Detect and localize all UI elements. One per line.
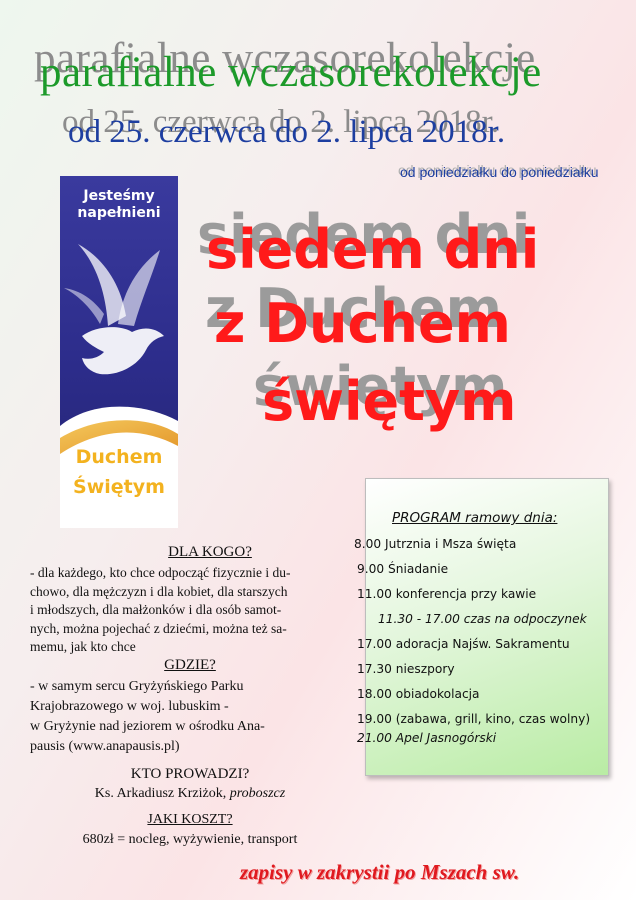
who-paragraph — [30, 564, 338, 657]
program-item: 17.30 nieszpory — [357, 662, 455, 676]
where-line: - w samym sercu Gryżyńskiego Parku — [30, 679, 244, 694]
banner-top-line1: Jesteśmy — [83, 188, 155, 204]
poster-title: parafialne wczasorekolekcje — [40, 49, 542, 96]
who-line: chowo, dla mężczyzn i dla kobiet, dla starszych — [30, 583, 288, 599]
program-item: 11.30 - 17.00 czas na odpoczynek — [378, 612, 587, 626]
where-paragraph — [30, 677, 338, 757]
where-line: pausis (www.anapausis.pl) — [30, 739, 180, 754]
program-item: 18.00 obiadokolacja — [357, 687, 480, 701]
event-subdates: od poniedziałku do poniedziałku — [400, 164, 599, 180]
where-heading: GDZIE? — [164, 657, 216, 673]
cost-heading: JAKI KOSZT? — [147, 812, 233, 827]
program-title: PROGRAM ramowy dnia: — [392, 510, 558, 526]
program-item: 8.00 Jutrznia i Msza święta — [354, 537, 517, 551]
signup-note: zapisy w zakrystii po Mszach sw. — [240, 860, 520, 884]
event-dates: od 25. czerwca do 2. lipca 2018r. — [68, 114, 506, 150]
headline-line1: siedem dni — [206, 218, 540, 281]
banner-top-line2: napełnieni — [77, 205, 161, 221]
leader-line — [40, 786, 340, 802]
leader-heading: KTO PROWADZI? — [130, 766, 250, 782]
program-item: 19.00 (zabawa, grill, kino, czas wolny) — [357, 712, 591, 726]
program-item: 9.00 Śniadanie — [357, 562, 449, 576]
cost-text: 680zł = nocleg, wyżywienie, transport — [82, 832, 298, 847]
who-line: nych, można pojechać z dziećmi, można też sa- — [30, 620, 287, 636]
program-item: 11.00 konferencja przy kawie — [357, 587, 537, 601]
leader-name: Ks. Arkadiusz Krziżok, — [94, 786, 227, 801]
banner-bottom-line1: Duchem — [75, 446, 163, 468]
headline-line3: świętym — [262, 370, 517, 433]
holy-spirit-banner — [60, 176, 178, 528]
program-item-apel — [357, 731, 496, 745]
banner-bottom-line2: Świętym — [73, 476, 165, 498]
program-item-text: 21.00 Apel Jasnogórski — [357, 731, 497, 745]
who-line: i młodszych, dla małżonków i dla osób samot- — [30, 602, 282, 618]
program-item: 17.00 adoracja Najśw. Sakramentu — [357, 637, 570, 651]
who-line: - dla każdego, kto chce odpocząć fizycznie i du- — [30, 565, 291, 580]
who-heading: DLA KOGO? — [168, 544, 252, 560]
where-line: w Gryżynie nad jeziorem w ośrodku Ana- — [30, 719, 265, 734]
leader-role: proboszcz — [229, 786, 286, 801]
headline-line2: z Duchem — [214, 292, 511, 355]
who-line: memu, jak kto chce — [30, 639, 136, 655]
banner-top-text — [60, 188, 178, 222]
where-line: Krajobrazowego w woj. lubuskim - — [30, 699, 229, 714]
